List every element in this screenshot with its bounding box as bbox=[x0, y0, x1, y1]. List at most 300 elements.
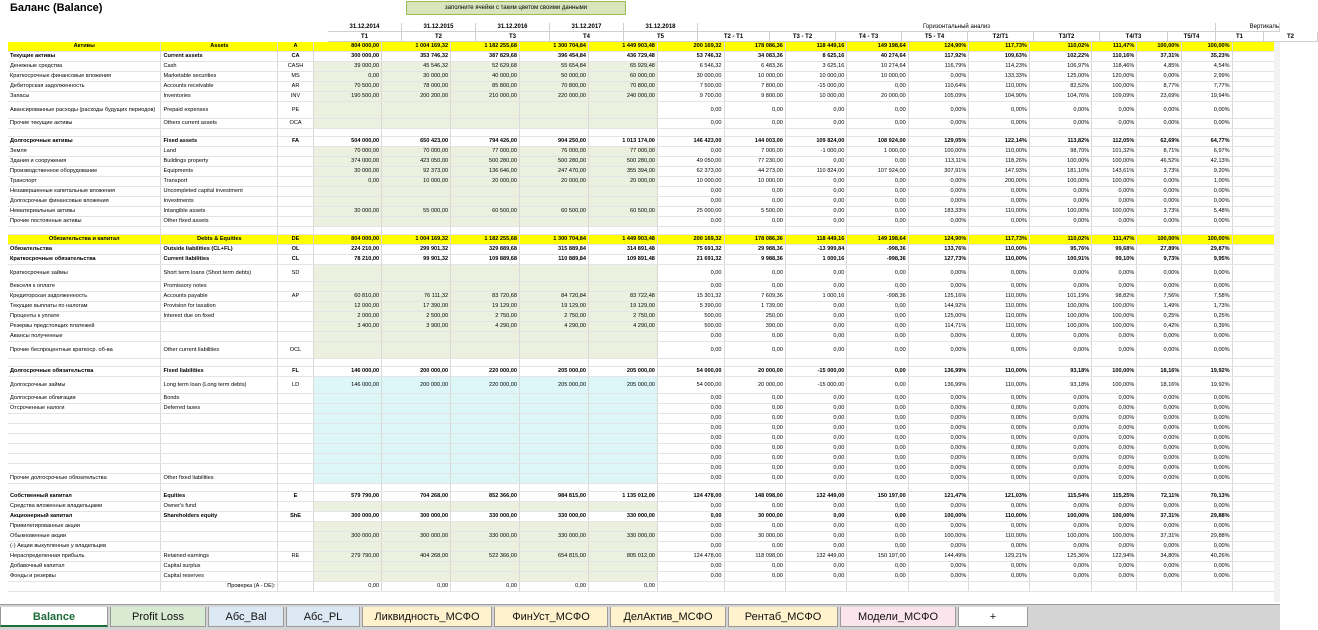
row-label-ru[interactable] bbox=[8, 454, 161, 464]
empty-cell[interactable] bbox=[1232, 282, 1279, 292]
empty-cell[interactable] bbox=[908, 129, 969, 137]
value-cell[interactable] bbox=[451, 414, 520, 424]
value-cell[interactable]: 1 300 704,84 bbox=[520, 42, 589, 52]
value-cell[interactable]: 146 000,00 bbox=[313, 367, 381, 377]
row-label-en[interactable]: Promissory notes bbox=[161, 282, 278, 292]
empty-cell[interactable] bbox=[1232, 92, 1279, 102]
value-cell[interactable]: 70 800,00 bbox=[520, 82, 589, 92]
row-code[interactable] bbox=[278, 147, 314, 157]
empty-cell[interactable] bbox=[520, 227, 589, 235]
empty-cell[interactable] bbox=[1232, 424, 1279, 434]
empty-cell[interactable] bbox=[1232, 52, 1279, 62]
empty-cell[interactable] bbox=[382, 227, 451, 235]
value-cell[interactable] bbox=[313, 572, 381, 582]
row-label-en[interactable]: Debts & Equities bbox=[161, 235, 278, 245]
value-cell[interactable]: 1 182 255,68 bbox=[451, 42, 520, 52]
value-cell[interactable]: 804 000,00 bbox=[313, 42, 381, 52]
value-cell[interactable] bbox=[451, 102, 520, 119]
row-label-en[interactable]: Accounts receivable bbox=[161, 82, 278, 92]
value-cell[interactable]: 200 000,00 bbox=[382, 377, 451, 394]
value-cell[interactable] bbox=[520, 414, 589, 424]
row-label-ru[interactable]: Авансированные расходы (расходы будущих периодов) bbox=[8, 102, 161, 119]
row-label-en[interactable]: Accounts payable bbox=[161, 292, 278, 302]
row-label-en[interactable]: Short term loans (Short term debts) bbox=[161, 265, 278, 282]
empty-cell[interactable] bbox=[1232, 552, 1279, 562]
value-cell[interactable]: 300 000,00 bbox=[313, 512, 381, 522]
empty-cell[interactable] bbox=[1232, 542, 1279, 552]
value-cell[interactable] bbox=[520, 572, 589, 582]
value-cell[interactable] bbox=[520, 424, 589, 434]
value-cell[interactable] bbox=[588, 444, 657, 454]
empty-cell[interactable] bbox=[588, 129, 657, 137]
value-cell[interactable] bbox=[520, 542, 589, 552]
value-cell[interactable]: 190 500,00 bbox=[313, 92, 381, 102]
value-cell[interactable]: 4 290,00 bbox=[451, 322, 520, 332]
value-cell[interactable]: 504 000,00 bbox=[313, 137, 381, 147]
empty-cell[interactable] bbox=[313, 227, 381, 235]
row-label-ru[interactable]: Дебиторская задолженность bbox=[8, 82, 161, 92]
value-cell[interactable] bbox=[382, 394, 451, 404]
value-cell[interactable]: 1 135 012,00 bbox=[588, 492, 657, 502]
empty-cell[interactable] bbox=[657, 484, 724, 492]
sheet-tab[interactable]: ДелАктив_МСФО bbox=[610, 607, 726, 627]
empty-cell[interactable] bbox=[1137, 129, 1182, 137]
row-code[interactable] bbox=[278, 444, 314, 454]
row-code[interactable]: FL bbox=[278, 367, 314, 377]
value-cell[interactable] bbox=[382, 434, 451, 444]
value-cell[interactable]: 65 929,48 bbox=[588, 62, 657, 72]
row-label-ru[interactable]: Добавочный капитал bbox=[8, 562, 161, 572]
row-label-ru[interactable]: Обязательства bbox=[8, 245, 161, 255]
value-cell[interactable] bbox=[382, 332, 451, 342]
empty-cell[interactable] bbox=[1232, 197, 1279, 207]
value-cell[interactable] bbox=[313, 282, 381, 292]
row-label-en[interactable]: Others current assets bbox=[161, 119, 278, 129]
empty-cell[interactable] bbox=[451, 484, 520, 492]
value-cell[interactable] bbox=[313, 119, 381, 129]
row-code[interactable] bbox=[278, 197, 314, 207]
sheet-tab[interactable]: ФинУст_МСФО bbox=[494, 607, 608, 627]
row-label-ru[interactable]: Акционерный капитал bbox=[8, 512, 161, 522]
value-cell[interactable] bbox=[313, 404, 381, 414]
empty-cell[interactable] bbox=[908, 359, 969, 367]
sheet-tab[interactable]: Абс_Bal bbox=[208, 607, 284, 627]
value-cell[interactable] bbox=[313, 444, 381, 454]
value-cell[interactable] bbox=[588, 572, 657, 582]
empty-cell[interactable] bbox=[588, 359, 657, 367]
row-label-en[interactable]: Owner's fund bbox=[161, 502, 278, 512]
row-label-ru[interactable] bbox=[8, 464, 161, 474]
empty-cell[interactable] bbox=[1232, 562, 1279, 572]
value-cell[interactable]: 404 268,00 bbox=[382, 552, 451, 562]
row-label-en[interactable]: Other current liabilities bbox=[161, 342, 278, 359]
row-code[interactable] bbox=[278, 414, 314, 424]
value-cell[interactable] bbox=[451, 187, 520, 197]
value-cell[interactable] bbox=[451, 474, 520, 484]
row-label-ru[interactable]: Текущие активы bbox=[8, 52, 161, 62]
row-label-en[interactable] bbox=[161, 444, 278, 454]
value-cell[interactable] bbox=[588, 197, 657, 207]
row-code[interactable]: OCA bbox=[278, 119, 314, 129]
empty-cell[interactable] bbox=[161, 359, 278, 367]
empty-cell[interactable] bbox=[382, 484, 451, 492]
empty-cell[interactable] bbox=[724, 484, 785, 492]
row-code[interactable]: CL bbox=[278, 255, 314, 265]
empty-cell[interactable] bbox=[1232, 492, 1279, 502]
value-cell[interactable] bbox=[313, 217, 381, 227]
value-cell[interactable]: 0,00 bbox=[313, 177, 381, 187]
value-cell[interactable]: 396 454,84 bbox=[520, 52, 589, 62]
row-label-en[interactable] bbox=[161, 522, 278, 532]
value-cell[interactable]: 30 000,00 bbox=[313, 167, 381, 177]
row-label-en[interactable]: Capital surplus bbox=[161, 562, 278, 572]
empty-cell[interactable] bbox=[785, 227, 846, 235]
value-cell[interactable]: 247 470,00 bbox=[520, 167, 589, 177]
value-cell[interactable]: 3 400,00 bbox=[313, 322, 381, 332]
empty-cell[interactable] bbox=[1182, 227, 1232, 235]
row-code[interactable]: ShE bbox=[278, 512, 314, 522]
row-code[interactable] bbox=[278, 332, 314, 342]
value-cell[interactable] bbox=[451, 265, 520, 282]
value-cell[interactable] bbox=[451, 332, 520, 342]
empty-cell[interactable] bbox=[1232, 235, 1279, 245]
row-label-en[interactable] bbox=[161, 464, 278, 474]
value-cell[interactable] bbox=[520, 394, 589, 404]
value-cell[interactable]: 805 012,00 bbox=[588, 552, 657, 562]
value-cell[interactable] bbox=[520, 119, 589, 129]
value-cell[interactable]: 60 000,00 bbox=[588, 72, 657, 82]
row-label-en[interactable]: Inventories bbox=[161, 92, 278, 102]
value-cell[interactable]: 83 722,48 bbox=[588, 292, 657, 302]
row-label-ru[interactable]: Резервы предстоящих платежей bbox=[8, 322, 161, 332]
empty-cell[interactable] bbox=[1232, 342, 1279, 359]
value-cell[interactable] bbox=[588, 217, 657, 227]
row-label-ru[interactable]: Средства вложенные владельцами bbox=[8, 502, 161, 512]
row-code[interactable] bbox=[278, 522, 314, 532]
value-cell[interactable]: 0,00 bbox=[588, 582, 657, 592]
value-cell[interactable]: 500 280,00 bbox=[520, 157, 589, 167]
value-cell[interactable]: 19 129,00 bbox=[520, 302, 589, 312]
value-cell[interactable] bbox=[588, 187, 657, 197]
empty-cell[interactable] bbox=[161, 227, 278, 235]
value-cell[interactable] bbox=[451, 464, 520, 474]
value-cell[interactable]: 85 800,00 bbox=[451, 82, 520, 92]
empty-cell[interactable] bbox=[1232, 42, 1279, 52]
row-label-en[interactable]: Outside liabilities (CL+FL) bbox=[161, 245, 278, 255]
row-label-ru[interactable]: Земля bbox=[8, 147, 161, 157]
empty-cell[interactable] bbox=[1029, 227, 1091, 235]
row-label-en[interactable] bbox=[161, 424, 278, 434]
value-cell[interactable]: 704 268,00 bbox=[382, 492, 451, 502]
row-code[interactable] bbox=[278, 312, 314, 322]
row-label-en[interactable]: Uncompleted capital investment bbox=[161, 187, 278, 197]
row-code[interactable] bbox=[278, 542, 314, 552]
value-cell[interactable]: 60 500,00 bbox=[451, 207, 520, 217]
row-code[interactable] bbox=[278, 562, 314, 572]
row-label-en[interactable] bbox=[161, 414, 278, 424]
row-code[interactable]: OL bbox=[278, 245, 314, 255]
value-cell[interactable] bbox=[313, 342, 381, 359]
empty-cell[interactable] bbox=[908, 227, 969, 235]
value-cell[interactable]: 300 000,00 bbox=[313, 52, 381, 62]
row-label-ru[interactable]: Долгосрочные займы bbox=[8, 377, 161, 394]
value-cell[interactable] bbox=[520, 102, 589, 119]
value-cell[interactable] bbox=[313, 414, 381, 424]
value-cell[interactable]: 220 000,00 bbox=[451, 367, 520, 377]
empty-cell[interactable] bbox=[657, 129, 724, 137]
value-cell[interactable]: 387 829,68 bbox=[451, 52, 520, 62]
value-cell[interactable] bbox=[520, 474, 589, 484]
empty-cell[interactable] bbox=[382, 129, 451, 137]
row-label-ru[interactable]: Транспорт bbox=[8, 177, 161, 187]
value-cell[interactable] bbox=[588, 119, 657, 129]
row-label-ru[interactable]: Кредиторская задолженность bbox=[8, 292, 161, 302]
row-label-en[interactable]: Current assets bbox=[161, 52, 278, 62]
row-label-en[interactable] bbox=[161, 454, 278, 464]
empty-cell[interactable] bbox=[278, 129, 314, 137]
value-cell[interactable]: 330 000,00 bbox=[520, 512, 589, 522]
row-label-en[interactable] bbox=[161, 332, 278, 342]
value-cell[interactable]: 500 280,00 bbox=[588, 157, 657, 167]
value-cell[interactable]: 0,00 bbox=[520, 582, 589, 592]
row-label-ru[interactable]: Долгосрочные обязательства bbox=[8, 367, 161, 377]
row-code[interactable]: DE bbox=[278, 235, 314, 245]
value-cell[interactable] bbox=[313, 464, 381, 474]
row-label-ru[interactable] bbox=[8, 434, 161, 444]
value-cell[interactable] bbox=[588, 454, 657, 464]
value-cell[interactable] bbox=[313, 562, 381, 572]
empty-cell[interactable] bbox=[1232, 292, 1279, 302]
empty-cell[interactable] bbox=[908, 484, 969, 492]
value-cell[interactable] bbox=[313, 454, 381, 464]
empty-cell[interactable] bbox=[1232, 512, 1279, 522]
value-cell[interactable]: 2 750,00 bbox=[451, 312, 520, 322]
empty-cell[interactable] bbox=[1232, 227, 1279, 235]
value-cell[interactable]: 1 004 169,32 bbox=[382, 42, 451, 52]
value-cell[interactable]: 84 720,84 bbox=[520, 292, 589, 302]
row-label-en[interactable]: Interest due on fixed bbox=[161, 312, 278, 322]
empty-cell[interactable] bbox=[1232, 312, 1279, 322]
value-cell[interactable] bbox=[451, 522, 520, 532]
empty-cell[interactable] bbox=[313, 129, 381, 137]
value-cell[interactable]: 804 000,00 bbox=[313, 235, 381, 245]
empty-cell[interactable] bbox=[1232, 129, 1279, 137]
value-cell[interactable] bbox=[451, 217, 520, 227]
value-cell[interactable]: 205 000,00 bbox=[520, 377, 589, 394]
empty-cell[interactable] bbox=[785, 359, 846, 367]
row-label-en[interactable]: Assets bbox=[161, 42, 278, 52]
value-cell[interactable]: 39 000,00 bbox=[313, 62, 381, 72]
value-cell[interactable]: 330 000,00 bbox=[520, 532, 589, 542]
row-code[interactable] bbox=[278, 302, 314, 312]
row-code[interactable] bbox=[278, 207, 314, 217]
empty-cell[interactable] bbox=[1232, 157, 1279, 167]
value-cell[interactable] bbox=[313, 502, 381, 512]
value-cell[interactable] bbox=[382, 424, 451, 434]
value-cell[interactable] bbox=[588, 265, 657, 282]
row-label-ru[interactable]: Прочие текущие активы bbox=[8, 119, 161, 129]
row-code[interactable]: A bbox=[278, 42, 314, 52]
value-cell[interactable] bbox=[588, 522, 657, 532]
value-cell[interactable] bbox=[520, 562, 589, 572]
value-cell[interactable] bbox=[382, 217, 451, 227]
value-cell[interactable]: 70 000,00 bbox=[313, 147, 381, 157]
row-label-ru[interactable]: Прочие постоянные активы bbox=[8, 217, 161, 227]
row-label-ru[interactable]: Активы bbox=[8, 42, 161, 52]
value-cell[interactable] bbox=[520, 404, 589, 414]
empty-cell[interactable] bbox=[8, 359, 161, 367]
empty-cell[interactable] bbox=[724, 129, 785, 137]
value-cell[interactable] bbox=[451, 542, 520, 552]
row-label-en[interactable]: Bonds bbox=[161, 394, 278, 404]
value-cell[interactable]: 654 815,00 bbox=[520, 552, 589, 562]
value-cell[interactable]: 0,00 bbox=[451, 582, 520, 592]
value-cell[interactable]: 3 900,00 bbox=[382, 322, 451, 332]
empty-cell[interactable] bbox=[657, 359, 724, 367]
value-cell[interactable]: 205 000,00 bbox=[588, 377, 657, 394]
value-cell[interactable] bbox=[520, 522, 589, 532]
row-label-en[interactable]: Current liabilities bbox=[161, 255, 278, 265]
row-code[interactable] bbox=[278, 572, 314, 582]
empty-cell[interactable] bbox=[520, 129, 589, 137]
row-label-ru[interactable]: Фонды и резервы bbox=[8, 572, 161, 582]
value-cell[interactable] bbox=[451, 282, 520, 292]
row-label-en[interactable]: Buildings property bbox=[161, 157, 278, 167]
row-code[interactable] bbox=[278, 177, 314, 187]
value-cell[interactable] bbox=[382, 197, 451, 207]
value-cell[interactable]: 30 000,00 bbox=[313, 207, 381, 217]
row-code[interactable]: LD bbox=[278, 377, 314, 394]
row-code[interactable]: OCL bbox=[278, 342, 314, 359]
empty-cell[interactable] bbox=[1232, 102, 1279, 119]
row-code[interactable]: FA bbox=[278, 137, 314, 147]
sheet-tab[interactable]: Рентаб_МСФО bbox=[728, 607, 838, 627]
empty-cell[interactable] bbox=[1232, 72, 1279, 82]
empty-cell[interactable] bbox=[1232, 474, 1279, 484]
row-label-ru[interactable]: Обыкновенные акции bbox=[8, 532, 161, 542]
value-cell[interactable]: 220 000,00 bbox=[520, 92, 589, 102]
value-cell[interactable]: 579 790,00 bbox=[313, 492, 381, 502]
value-cell[interactable]: 17 390,00 bbox=[382, 302, 451, 312]
value-cell[interactable] bbox=[520, 187, 589, 197]
row-label-ru[interactable]: Краткосрочные займы bbox=[8, 265, 161, 282]
empty-cell[interactable] bbox=[278, 227, 314, 235]
empty-cell[interactable] bbox=[1232, 464, 1279, 474]
row-label-en[interactable]: Fixed assets bbox=[161, 137, 278, 147]
row-label-ru[interactable] bbox=[8, 582, 161, 592]
value-cell[interactable]: 1 004 169,32 bbox=[382, 235, 451, 245]
row-label-ru[interactable]: Прочие беспроцентные краткоср. об-ва bbox=[8, 342, 161, 359]
row-label-ru[interactable] bbox=[8, 414, 161, 424]
value-cell[interactable]: 240 000,00 bbox=[588, 92, 657, 102]
empty-cell[interactable] bbox=[451, 227, 520, 235]
value-cell[interactable] bbox=[588, 434, 657, 444]
value-cell[interactable] bbox=[520, 332, 589, 342]
empty-cell[interactable] bbox=[1232, 217, 1279, 227]
empty-cell[interactable] bbox=[1137, 227, 1182, 235]
value-cell[interactable]: 60 500,00 bbox=[588, 207, 657, 217]
value-cell[interactable]: 1 449 903,48 bbox=[588, 42, 657, 52]
value-cell[interactable]: 436 729,48 bbox=[588, 52, 657, 62]
value-cell[interactable] bbox=[451, 197, 520, 207]
value-cell[interactable] bbox=[451, 394, 520, 404]
value-cell[interactable]: 109 891,48 bbox=[588, 255, 657, 265]
empty-cell[interactable] bbox=[382, 359, 451, 367]
value-cell[interactable] bbox=[520, 444, 589, 454]
value-cell[interactable]: 224 210,00 bbox=[313, 245, 381, 255]
value-cell[interactable] bbox=[451, 404, 520, 414]
empty-cell[interactable] bbox=[847, 359, 908, 367]
row-label-ru[interactable]: Нематериальные активы bbox=[8, 207, 161, 217]
empty-cell[interactable] bbox=[1029, 129, 1091, 137]
row-code[interactable]: AR bbox=[278, 82, 314, 92]
value-cell[interactable] bbox=[588, 102, 657, 119]
empty-cell[interactable] bbox=[1137, 359, 1182, 367]
value-cell[interactable]: 300 000,00 bbox=[382, 512, 451, 522]
empty-cell[interactable] bbox=[1232, 332, 1279, 342]
value-cell[interactable]: 109 889,68 bbox=[451, 255, 520, 265]
value-cell[interactable] bbox=[588, 282, 657, 292]
row-code[interactable] bbox=[278, 464, 314, 474]
empty-cell[interactable] bbox=[451, 359, 520, 367]
value-cell[interactable] bbox=[382, 102, 451, 119]
value-cell[interactable] bbox=[588, 404, 657, 414]
value-cell[interactable] bbox=[588, 464, 657, 474]
value-cell[interactable] bbox=[382, 572, 451, 582]
row-code[interactable] bbox=[278, 217, 314, 227]
empty-cell[interactable] bbox=[1232, 414, 1279, 424]
row-code[interactable] bbox=[278, 502, 314, 512]
value-cell[interactable] bbox=[313, 522, 381, 532]
value-cell[interactable] bbox=[451, 434, 520, 444]
value-cell[interactable]: 300 000,00 bbox=[382, 532, 451, 542]
row-code[interactable] bbox=[278, 454, 314, 464]
value-cell[interactable]: 19 129,00 bbox=[588, 302, 657, 312]
empty-cell[interactable] bbox=[1232, 322, 1279, 332]
value-cell[interactable]: 353 746,32 bbox=[382, 52, 451, 62]
empty-cell[interactable] bbox=[588, 484, 657, 492]
row-code[interactable] bbox=[278, 282, 314, 292]
row-code[interactable] bbox=[278, 404, 314, 414]
empty-cell[interactable] bbox=[8, 227, 161, 235]
empty-cell[interactable] bbox=[451, 129, 520, 137]
row-label-ru[interactable]: Здания и сооружения bbox=[8, 157, 161, 167]
row-code[interactable] bbox=[278, 167, 314, 177]
value-cell[interactable]: 77 000,00 bbox=[588, 147, 657, 157]
empty-cell[interactable] bbox=[969, 129, 1030, 137]
value-cell[interactable]: 20 000,00 bbox=[520, 177, 589, 187]
row-label-ru[interactable]: Обязательства и капитал bbox=[8, 235, 161, 245]
row-label-en[interactable]: Other fixed assets bbox=[161, 217, 278, 227]
value-cell[interactable] bbox=[382, 265, 451, 282]
value-cell[interactable]: 60 810,00 bbox=[313, 292, 381, 302]
empty-cell[interactable] bbox=[1029, 359, 1091, 367]
row-label-ru[interactable] bbox=[8, 444, 161, 454]
value-cell[interactable]: 83 720,68 bbox=[451, 292, 520, 302]
value-cell[interactable]: 99 901,32 bbox=[382, 255, 451, 265]
row-label-en[interactable] bbox=[161, 322, 278, 332]
value-cell[interactable]: 76 111,32 bbox=[382, 292, 451, 302]
empty-cell[interactable] bbox=[1182, 484, 1232, 492]
empty-cell[interactable] bbox=[1232, 367, 1279, 377]
value-cell[interactable] bbox=[382, 454, 451, 464]
value-cell[interactable]: 92 373,00 bbox=[382, 167, 451, 177]
sheet-tab[interactable]: Абс_PL bbox=[286, 607, 360, 627]
row-label-ru[interactable] bbox=[8, 424, 161, 434]
value-cell[interactable]: 50 000,00 bbox=[520, 72, 589, 82]
add-sheet-button[interactable]: + bbox=[958, 607, 1028, 627]
value-cell[interactable]: 329 889,68 bbox=[451, 245, 520, 255]
